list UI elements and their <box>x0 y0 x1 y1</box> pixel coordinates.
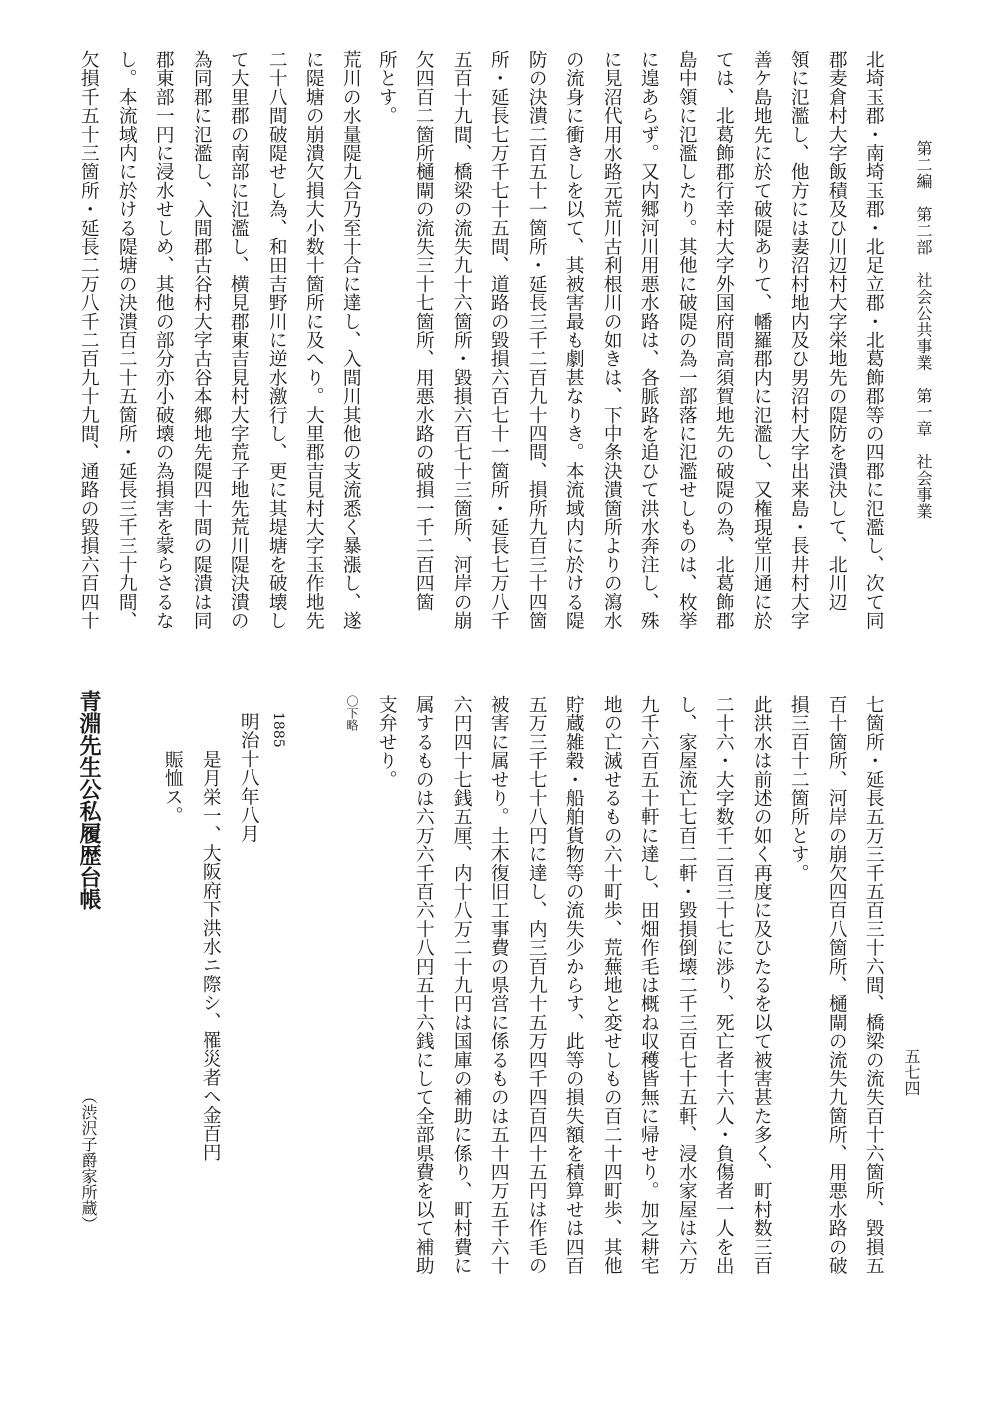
entry-text-line: 賑恤ス。 <box>161 750 183 825</box>
text-line: 七箇所・延長五万三千五百三十六間、橋梁の流失百十六箇所、毀損五 <box>862 695 884 1275</box>
text-line: 防の決潰二百五十一箇所・延長三千二百九十四間、損所九百三十四箇 <box>525 50 547 630</box>
text-line: に遑あらず。又内郷河川用悪水路は、各脈路を追ひて洪水奔注し、殊 <box>637 50 659 630</box>
text-line: 所とす。 <box>375 50 397 125</box>
text-line: 郡麦倉村大字飯積及ひ川辺村大字栄地先の隄防を潰決して、北川辺 <box>825 50 847 611</box>
text-line: て大里郡の南部に氾濫し、横見郡東吉見村大字荒子地先荒川隄決潰の <box>227 50 249 630</box>
text-line: に隄塘の崩潰欠損大小数十箇所に及へり。大里郡吉見村大字玉作地先 <box>302 50 324 630</box>
text-line: 五百十九間、橋梁の流失九十六箇所・毀損六百七十三箇所、河岸の崩 <box>450 50 472 630</box>
omission-note: 〇下略 <box>345 695 359 731</box>
text-line: 二十六・大字数千二百三十七に渉り、死亡者十六人・負傷者一人を出 <box>712 695 734 1275</box>
text-line: 善ケ島地先に於て破隄ありて、幡羅郡内に氾濫し、又権現堂川通に於 <box>750 50 772 630</box>
text-line: 為同郡に氾濫し、入間郡古谷村大字古谷本郷地先隄四十間の隄潰は同 <box>190 50 212 630</box>
text-line: 六円四十七銭五厘、内十八万二十九円は国庫の補助に係り、町村費に <box>450 695 472 1275</box>
text-line: の流身に衝きしを以て、其被害最も劇甚なりき。本流域内に於ける隄 <box>562 50 584 630</box>
text-line: 此洪水は前述の如く再度に及ひたるを以て被害甚た多く、町村数三百 <box>750 695 772 1275</box>
source-title: 青淵先生公私履歴台帳 <box>76 690 102 910</box>
text-line: 被害に属せり。土木復旧工事費の県営に係るものは五十四万五千六十 <box>487 695 509 1275</box>
text-line: 属するものは六万六千百六十八円五十六銭にして全部県費を以て補助 <box>412 695 434 1275</box>
entry-date: 明治十八年八月 <box>237 712 259 843</box>
year-label: 1885 <box>270 712 286 748</box>
text-line: 百十箇所、河岸の崩欠四百八箇所、樋閘の流失九箇所、用悪水路の破 <box>825 695 847 1275</box>
page-number: 五七四 <box>902 1048 921 1096</box>
text-line: 島中領に氾濫したり。其他に破隄の為一部落に氾濫せしものは、枚挙 <box>675 50 697 630</box>
text-line: 二十八間破隄せし為、和田吉野川に逆水激行し、更に其堤塘を破壊し <box>265 50 287 630</box>
text-line: 荒川の水量隄九合乃至十合に達し、入間川其他の支流悉く暴漲し、遂 <box>339 50 361 630</box>
running-head: 第二編 第二部 社会公共事業 第一章 社会事業 <box>914 140 933 520</box>
source-owner: （渋沢子爵家所蔵） <box>79 1088 98 1232</box>
text-line: 貯蔵雑穀・船舶貨物等の流失少からす、此等の損失額を積算せは四百 <box>562 695 584 1275</box>
text-line: ては、北葛飾郡行幸村大字外国府間高須賀地先の破隄の為、北葛飾郡 <box>712 50 734 630</box>
text-line: 所・延長七万千七十五間、道路の毀損六百七十一箇所・延長七万八千 <box>487 50 509 630</box>
text-line: し。本流域内に於ける隄塘の決潰百二十五箇所・延長三千三十九間、 <box>115 50 137 630</box>
text-line: 欠四百二箇所樋閘の流失三十七箇所、用悪水路の破損一千二百四箇 <box>412 50 434 611</box>
text-line: 領に氾濫し、他方には妻沼村地内及ひ男沼村大字出来島・長井村大字 <box>787 50 809 630</box>
text-line: 五万三千七十八円に達し、内三百九十五万四千四百四十五円は作毛の <box>525 695 547 1275</box>
text-line: 支弁せり。 <box>375 695 397 789</box>
text-line: 九千六百五十軒に達し、田畑作毛は概ね収穫皆無に帰せり。加之耕宅 <box>637 695 659 1275</box>
entry-text-line: 是月栄一、大阪府下洪水ニ際シ、罹災者ヘ金百円 <box>199 750 221 1162</box>
text-line: 北埼玉郡・南埼玉郡・北足立郡・北葛飾郡等の四郡に氾濫し、次て同 <box>862 50 884 630</box>
text-line: 郡東部一円に浸水せしめ、其他の部分亦小破壊の為損害を蒙らさるな <box>152 50 174 630</box>
text-line: 地の亡滅せるもの六十町歩、荒蕪地と変せしもの百二十四町歩、其他 <box>600 695 622 1275</box>
text-line: に見沼代用水路元荒川古利根川の如きは、下中条決潰箇所よりの瀉水 <box>600 50 622 630</box>
text-line: し、家屋流亡七百二軒・毀損倒壊二千三百七十五軒、浸水家屋は六万 <box>675 695 697 1275</box>
text-line: 損三百十二箇所とす。 <box>787 695 809 882</box>
text-line: 欠損千五十三箇所・延長二万八千二百九十九間、通路の毀損六百四十 <box>77 50 99 630</box>
